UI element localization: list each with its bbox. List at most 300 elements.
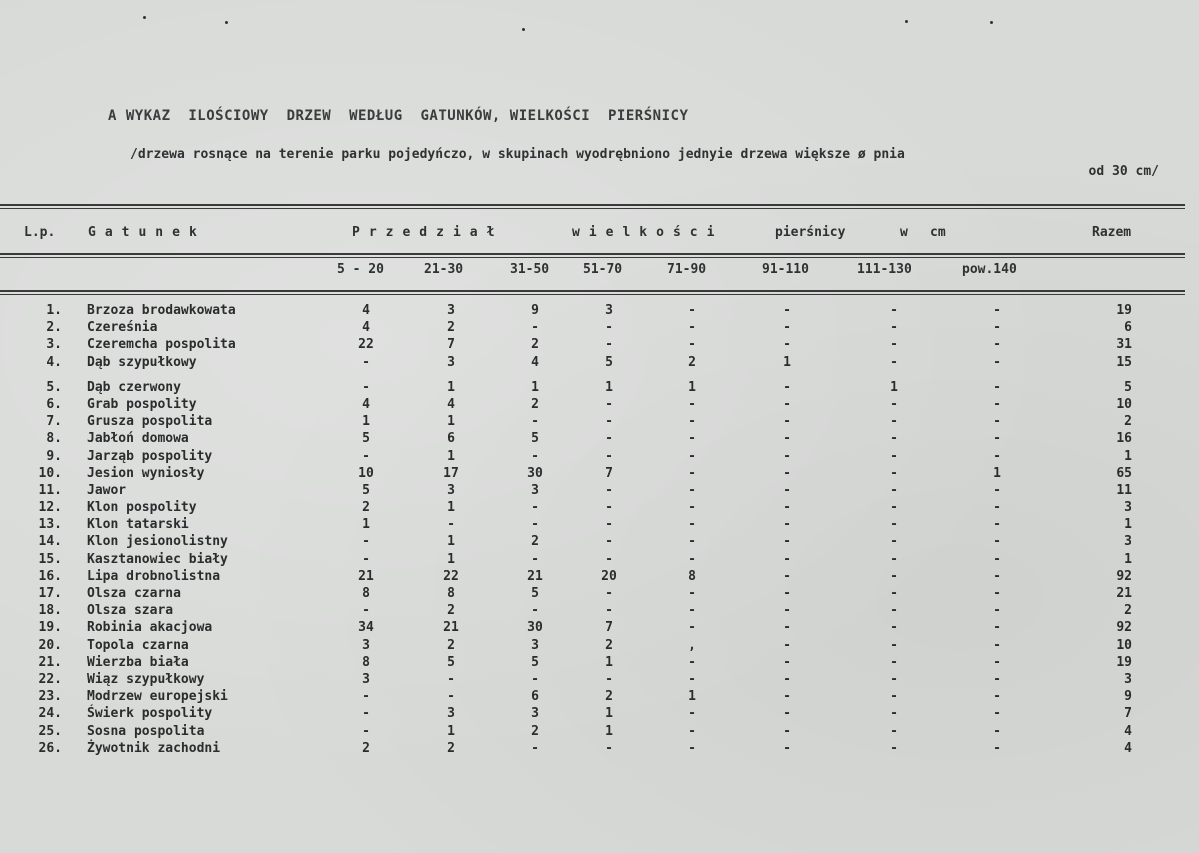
count-cell: - <box>783 303 791 318</box>
count-cell: 1 <box>447 414 455 430</box>
count-cell: - <box>783 379 791 395</box>
row-total: 21 <box>1116 586 1132 601</box>
count-cell: - <box>688 586 696 601</box>
count-cell: - <box>783 396 791 412</box>
species-name: Jarząb pospolity <box>87 448 213 464</box>
count-cell: - <box>993 303 1001 318</box>
count-cell: - <box>993 654 1001 670</box>
count-cell: - <box>531 517 539 533</box>
count-cell: - <box>605 320 613 336</box>
row-number: 21. <box>38 654 62 670</box>
species-name: Modrzew europejski <box>87 689 228 705</box>
row-total: 92 <box>1116 568 1132 584</box>
table-row <box>0 569 1185 586</box>
count-cell: - <box>783 620 791 636</box>
species-name: Grusza pospolita <box>87 414 213 430</box>
count-cell: - <box>688 396 696 412</box>
row-number: 9. <box>46 448 62 464</box>
count-cell: - <box>688 431 696 447</box>
count-cell: 22 <box>358 337 374 353</box>
table-row <box>0 337 1185 354</box>
header-mid-rule <box>0 253 1185 255</box>
count-cell: 22 <box>443 568 459 584</box>
header-lp: L.p. <box>24 225 56 240</box>
row-total: 7 <box>1124 706 1132 722</box>
table-row <box>0 483 1185 500</box>
count-cell: 1 <box>362 414 370 430</box>
count-cell: - <box>993 517 1001 533</box>
count-cell: - <box>783 482 791 498</box>
count-cell: 8 <box>362 654 370 670</box>
count-cell: - <box>993 534 1001 550</box>
count-cell: - <box>783 534 791 550</box>
count-cell: - <box>993 603 1001 619</box>
species-name: Klon tatarski <box>87 517 189 533</box>
species-name: Klon jesionolistny <box>87 534 228 550</box>
count-cell: - <box>688 482 696 498</box>
count-cell: - <box>890 517 898 533</box>
table-row <box>0 449 1185 466</box>
species-name: Kasztanowiec biały <box>87 551 228 567</box>
count-cell: 4 <box>447 396 455 412</box>
count-cell: 8 <box>362 586 370 601</box>
count-cell: 3 <box>531 706 539 722</box>
species-name: Brzoza brodawkowata <box>87 303 236 318</box>
row-total: 10 <box>1116 396 1132 412</box>
count-cell: - <box>890 465 898 481</box>
row-number: 4. <box>46 354 62 370</box>
count-cell: - <box>362 689 370 705</box>
count-cell: - <box>890 586 898 601</box>
count-cell: - <box>362 448 370 464</box>
count-cell: - <box>688 337 696 353</box>
count-cell: 20 <box>601 568 617 584</box>
punch-mark <box>522 28 525 31</box>
range-header: 21-30 <box>424 262 464 277</box>
row-total: 19 <box>1116 654 1132 670</box>
count-cell: 1 <box>783 354 791 370</box>
count-cell: 5 <box>362 431 370 447</box>
count-cell: - <box>362 534 370 550</box>
row-total: 3 <box>1124 500 1132 516</box>
species-name: Dąb czerwony <box>87 379 181 395</box>
row-number: 14. <box>38 534 62 550</box>
row-number: 6. <box>46 396 62 412</box>
count-cell: - <box>783 448 791 464</box>
species-name: Jesion wyniosły <box>87 465 205 481</box>
punch-mark <box>143 16 146 19</box>
count-cell: 4 <box>362 320 370 336</box>
count-cell: - <box>993 320 1001 336</box>
header-w: w <box>900 225 908 240</box>
count-cell: 2 <box>447 320 455 336</box>
punch-mark <box>990 21 993 24</box>
count-cell: 1 <box>605 723 613 739</box>
count-cell: - <box>783 551 791 567</box>
count-cell: 2 <box>362 740 370 756</box>
count-cell: - <box>688 517 696 533</box>
count-cell: - <box>993 706 1001 722</box>
table-row <box>0 500 1185 517</box>
count-cell: - <box>890 603 898 619</box>
table-row <box>0 586 1185 603</box>
count-cell: 5 <box>531 586 539 601</box>
document-title: A WYKAZ ILOŚCIOWY DRZEW WEDŁUG GATUNKÓW, WIELKOŚCI PIERŚNICY <box>108 108 689 124</box>
count-cell: - <box>605 500 613 516</box>
count-cell: - <box>890 337 898 353</box>
count-cell: - <box>688 303 696 318</box>
row-total: 4 <box>1124 723 1132 739</box>
count-cell: - <box>688 414 696 430</box>
count-cell: - <box>783 517 791 533</box>
count-cell: 3 <box>447 482 455 498</box>
row-number: 12. <box>38 500 62 516</box>
row-total: 10 <box>1116 637 1132 653</box>
count-cell: - <box>783 637 791 653</box>
species-table <box>0 303 1185 758</box>
count-cell: - <box>531 500 539 516</box>
species-name: Wierzba biała <box>87 654 189 670</box>
count-cell: - <box>890 689 898 705</box>
count-cell: - <box>531 740 539 756</box>
species-name: Lipa drobnolistna <box>87 568 221 584</box>
count-cell: - <box>688 740 696 756</box>
count-cell: 8 <box>447 586 455 601</box>
count-cell: 2 <box>531 534 539 550</box>
row-total: 16 <box>1116 431 1132 447</box>
count-cell: - <box>362 723 370 739</box>
count-cell: 1 <box>447 379 455 395</box>
count-cell: 2 <box>688 354 696 370</box>
count-cell: - <box>688 603 696 619</box>
count-cell: - <box>605 603 613 619</box>
table-row <box>0 534 1185 551</box>
count-cell: 34 <box>358 620 374 636</box>
count-cell: - <box>447 517 455 533</box>
count-cell: - <box>362 603 370 619</box>
count-cell: - <box>890 654 898 670</box>
row-total: 1 <box>1124 551 1132 567</box>
count-cell: - <box>783 586 791 601</box>
range-header: 111-130 <box>857 262 912 277</box>
row-total: 11 <box>1116 482 1132 498</box>
count-cell: - <box>993 396 1001 412</box>
header-bottom-rule <box>0 294 1185 295</box>
count-cell: 6 <box>531 689 539 705</box>
row-number: 16. <box>38 568 62 584</box>
row-total: 2 <box>1124 603 1132 619</box>
count-cell: - <box>993 723 1001 739</box>
count-cell: - <box>890 637 898 653</box>
count-cell: - <box>890 671 898 687</box>
row-total: 19 <box>1116 303 1132 318</box>
count-cell: - <box>993 431 1001 447</box>
header-gatunek: Gatunek <box>88 225 206 240</box>
range-header: 91-110 <box>762 262 809 277</box>
count-cell: - <box>890 723 898 739</box>
range-header: 51-70 <box>583 262 623 277</box>
range-header: 5 - 20 <box>337 262 384 277</box>
range-header: 71-90 <box>667 262 707 277</box>
count-cell: 21 <box>443 620 459 636</box>
table-row <box>0 414 1185 431</box>
count-cell: 2 <box>447 740 455 756</box>
count-cell: - <box>890 482 898 498</box>
count-cell: 2 <box>447 637 455 653</box>
table-row <box>0 397 1185 414</box>
count-cell: - <box>993 500 1001 516</box>
species-name: Grab pospolity <box>87 396 197 412</box>
count-cell: 7 <box>605 465 613 481</box>
row-number: 3. <box>46 337 62 353</box>
count-cell: 30 <box>527 465 543 481</box>
count-cell: - <box>531 448 539 464</box>
document-subtitle: /drzewa rosnące na terenie parku pojedyńczo, w skupinach wyodrębniono jednyie drzewa większe ø pnia <box>130 147 905 162</box>
count-cell: - <box>890 568 898 584</box>
count-cell: - <box>447 671 455 687</box>
table-row <box>0 706 1185 723</box>
species-name: Klon pospolity <box>87 500 197 516</box>
count-cell: 2 <box>605 637 613 653</box>
count-cell: 1 <box>447 448 455 464</box>
count-cell: 3 <box>447 303 455 318</box>
count-cell: - <box>688 620 696 636</box>
count-cell: - <box>993 637 1001 653</box>
count-cell: 1 <box>605 379 613 395</box>
count-cell: - <box>605 482 613 498</box>
row-total: 92 <box>1116 620 1132 636</box>
count-cell: 7 <box>447 337 455 353</box>
row-total: 1 <box>1124 448 1132 464</box>
count-cell: 2 <box>531 723 539 739</box>
species-name: Olsza czarna <box>87 586 181 601</box>
header-piersnicy: pierśnicy <box>775 225 846 240</box>
count-cell: , <box>688 637 696 653</box>
count-cell: - <box>688 500 696 516</box>
count-cell: - <box>362 354 370 370</box>
table-row <box>0 724 1185 741</box>
row-number: 2. <box>46 320 62 336</box>
count-cell: - <box>890 414 898 430</box>
row-total: 1 <box>1124 517 1132 533</box>
count-cell: - <box>783 465 791 481</box>
count-cell: - <box>531 603 539 619</box>
count-cell: - <box>783 654 791 670</box>
count-cell: - <box>993 689 1001 705</box>
table-row <box>0 517 1185 534</box>
header-przedzial: Przedział <box>352 225 504 240</box>
count-cell: 3 <box>362 637 370 653</box>
species-name: Dąb szypułkowy <box>87 354 197 370</box>
count-cell: 2 <box>531 337 539 353</box>
count-cell: - <box>993 379 1001 395</box>
count-cell: 5 <box>362 482 370 498</box>
count-cell: 4 <box>531 354 539 370</box>
species-name: Wiąz szypułkowy <box>87 671 205 687</box>
count-cell: 17 <box>443 465 459 481</box>
count-cell: - <box>688 534 696 550</box>
count-cell: - <box>688 551 696 567</box>
count-cell: 9 <box>531 303 539 318</box>
count-cell: - <box>783 723 791 739</box>
count-cell: - <box>993 586 1001 601</box>
row-number: 19. <box>38 620 62 636</box>
row-total: 9 <box>1124 689 1132 705</box>
count-cell: - <box>362 706 370 722</box>
header-cm: cm <box>930 225 946 240</box>
header-wielkosci: wielkości <box>572 225 724 240</box>
count-cell: - <box>890 620 898 636</box>
row-number: 10. <box>38 465 62 481</box>
table-row <box>0 320 1185 337</box>
count-cell: 1 <box>688 379 696 395</box>
row-number: 22. <box>38 671 62 687</box>
count-cell: - <box>993 568 1001 584</box>
row-number: 11. <box>38 482 62 498</box>
count-cell: - <box>688 320 696 336</box>
count-cell: - <box>783 689 791 705</box>
count-cell: - <box>605 431 613 447</box>
header-razem: Razem <box>1092 225 1132 240</box>
table-row <box>0 655 1185 672</box>
count-cell: 1 <box>688 689 696 705</box>
count-cell: 4 <box>362 396 370 412</box>
count-cell: 3 <box>447 354 455 370</box>
count-cell: - <box>688 723 696 739</box>
count-cell: 4 <box>362 303 370 318</box>
count-cell: - <box>605 448 613 464</box>
count-cell: - <box>890 551 898 567</box>
count-cell: - <box>783 740 791 756</box>
count-cell: - <box>688 706 696 722</box>
count-cell: 3 <box>362 671 370 687</box>
punch-mark <box>225 21 228 24</box>
count-cell: - <box>531 671 539 687</box>
row-total: 2 <box>1124 414 1132 430</box>
row-number: 25. <box>38 723 62 739</box>
table-row <box>0 638 1185 655</box>
count-cell: - <box>783 671 791 687</box>
row-number: 23. <box>38 689 62 705</box>
row-total: 4 <box>1124 740 1132 756</box>
count-cell: - <box>890 500 898 516</box>
count-cell: 1 <box>447 723 455 739</box>
count-cell: - <box>605 337 613 353</box>
header-mid-rule <box>0 257 1185 258</box>
species-name: Topola czarna <box>87 637 189 653</box>
count-cell: - <box>890 706 898 722</box>
count-cell: - <box>605 534 613 550</box>
count-cell: 2 <box>531 396 539 412</box>
table-row <box>0 689 1185 706</box>
count-cell: - <box>890 740 898 756</box>
count-cell: - <box>362 379 370 395</box>
count-cell: 3 <box>447 706 455 722</box>
count-cell: - <box>605 740 613 756</box>
count-cell: - <box>783 500 791 516</box>
row-total: 3 <box>1124 671 1132 687</box>
count-cell: - <box>531 551 539 567</box>
table-row <box>0 620 1185 637</box>
table-row <box>0 431 1185 448</box>
count-cell: 1 <box>447 500 455 516</box>
count-cell: 1 <box>993 465 1001 481</box>
range-header: 31-50 <box>510 262 550 277</box>
row-number: 20. <box>38 637 62 653</box>
count-cell: - <box>993 354 1001 370</box>
count-cell: 1 <box>531 379 539 395</box>
count-cell: - <box>890 396 898 412</box>
table-row <box>0 603 1185 620</box>
count-cell: 5 <box>447 654 455 670</box>
punch-mark <box>905 20 908 23</box>
count-cell: - <box>531 414 539 430</box>
species-name: Olsza szara <box>87 603 174 619</box>
row-number: 7. <box>46 414 62 430</box>
row-total: 15 <box>1116 354 1132 370</box>
table-row <box>0 552 1185 569</box>
count-cell: - <box>783 568 791 584</box>
row-total: 65 <box>1116 465 1132 481</box>
count-cell: 5 <box>531 654 539 670</box>
document-subtitle-continued: od 30 cm/ <box>1088 164 1159 179</box>
count-cell: - <box>890 534 898 550</box>
count-cell: - <box>783 431 791 447</box>
table-row <box>0 672 1185 689</box>
count-cell: 5 <box>531 431 539 447</box>
row-total: 31 <box>1116 337 1132 353</box>
count-cell: 7 <box>605 620 613 636</box>
table-top-rule <box>0 204 1185 206</box>
count-cell: - <box>531 320 539 336</box>
count-cell: - <box>605 551 613 567</box>
count-cell: - <box>605 671 613 687</box>
count-cell: - <box>993 671 1001 687</box>
count-cell: - <box>890 448 898 464</box>
species-name: Jawor <box>87 482 127 498</box>
count-cell: - <box>890 320 898 336</box>
species-name: Jabłoń domowa <box>87 431 189 447</box>
row-number: 1. <box>46 303 62 318</box>
count-cell: - <box>993 740 1001 756</box>
count-cell: 3 <box>531 482 539 498</box>
count-cell: - <box>993 448 1001 464</box>
count-cell: - <box>688 671 696 687</box>
count-cell: 6 <box>447 431 455 447</box>
count-cell: 1 <box>605 706 613 722</box>
count-cell: 10 <box>358 465 374 481</box>
row-number: 15. <box>38 551 62 567</box>
count-cell: - <box>890 354 898 370</box>
count-cell: 2 <box>362 500 370 516</box>
table-row <box>0 741 1185 758</box>
species-name: Świerk pospolity <box>87 706 213 722</box>
species-name: Żywotnik zachodni <box>87 740 221 756</box>
row-total: 5 <box>1124 379 1132 395</box>
row-number: 17. <box>38 586 62 601</box>
count-cell: - <box>605 586 613 601</box>
count-cell: 3 <box>531 637 539 653</box>
row-number: 5. <box>46 379 62 395</box>
count-cell: - <box>362 551 370 567</box>
count-cell: - <box>783 603 791 619</box>
count-cell: - <box>783 320 791 336</box>
row-number: 13. <box>38 517 62 533</box>
count-cell: - <box>993 337 1001 353</box>
count-cell: - <box>605 414 613 430</box>
count-cell: 21 <box>358 568 374 584</box>
count-cell: - <box>993 620 1001 636</box>
